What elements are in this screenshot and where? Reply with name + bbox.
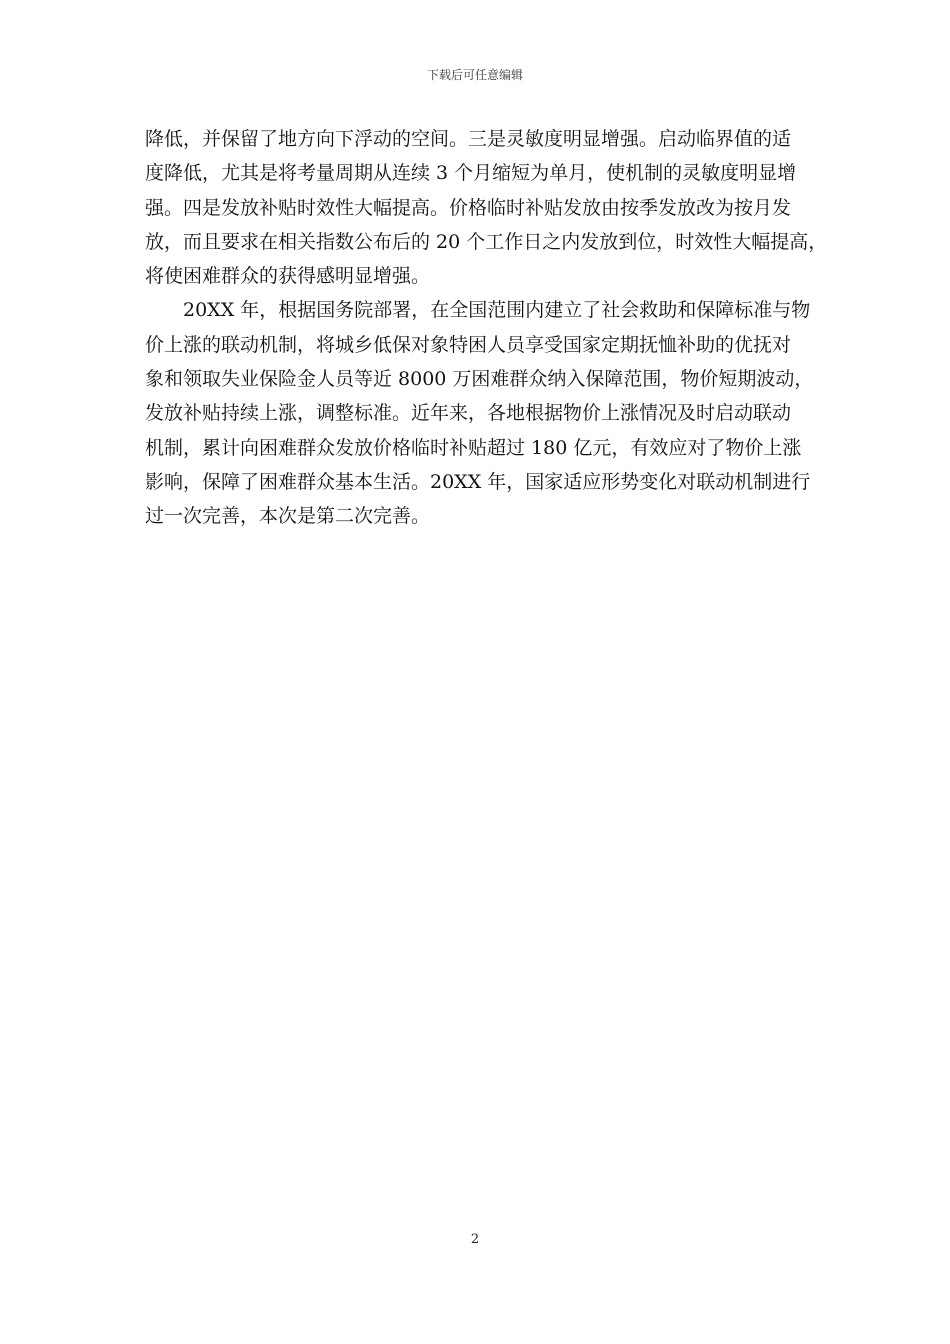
text-line: 降低，并保留了地方向下浮动的空间。三是灵敏度明显增强。启动临界值的适 <box>145 128 792 150</box>
text-line: 过一次完善，本次是第二次完善。 <box>145 505 431 528</box>
text-line: 象和领取失业保险金人员等近 8000 万困难群众纳入保障范围，物价短期波动， <box>145 368 814 391</box>
text-line: 20XX 年，根据国务院部署，在全国范围内建立了社会救助和保障标准与物 <box>183 299 811 322</box>
paragraph <box>145 122 828 293</box>
text-line: 将使困难群众的获得感明显增强。 <box>145 265 431 288</box>
page-number: 2 <box>470 1232 480 1247</box>
text-line: 放，而且要求在相关指数公布后的 20 个工作日之内发放到位，时效性大幅提高， <box>145 230 828 253</box>
text-line: 强。四是发放补贴时效性大幅提高。价格临时补贴发放由按季发放改为按月发 <box>145 196 792 219</box>
text-line: 影响，保障了困难群众基本生活。20XX 年，国家适应形势变化对联动机制进行 <box>145 470 811 493</box>
text-line: 度降低，尤其是将考量周期从连续 3 个月缩短为单月，使机制的灵敏度明显增 <box>145 162 797 185</box>
paragraph <box>145 293 820 533</box>
text-line: 发放补贴持续上涨，调整标准。近年来，各地根据物价上涨情况及时启动联动 <box>145 402 792 425</box>
document-body <box>145 122 828 534</box>
text-line: 机制，累计向困难群众发放价格临时补贴超过 180 亿元，有效应对了物价上涨 <box>145 436 802 459</box>
header-note: 下载后可任意编辑 <box>426 68 523 82</box>
text-line: 价上涨的联动机制，将城乡低保对象特困人员享受国家定期抚恤补助的优抚对 <box>145 333 792 356</box>
